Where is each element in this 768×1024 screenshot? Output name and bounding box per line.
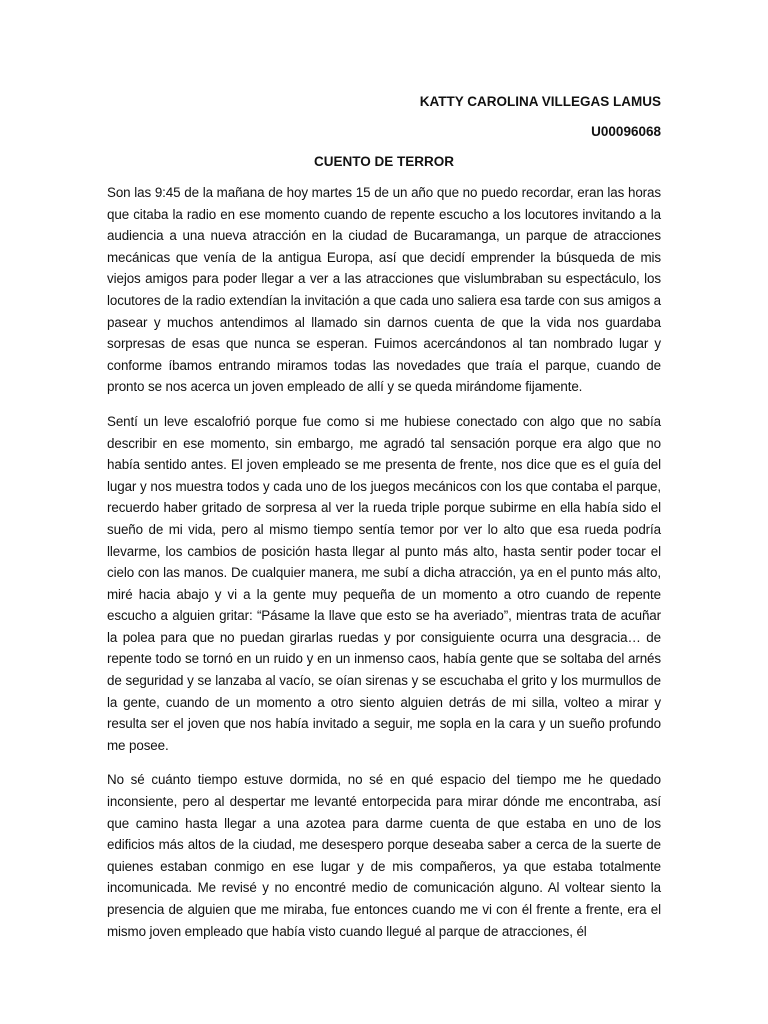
paragraph-3: No sé cuánto tiempo estuve dormida, no sé en qué espacio del tiempo me he quedado inconsiente, pero al despertar me levanté entorpecida para mirar dónde me encontraba, así que camino hasta llegar a una azotea para darme cuenta de que estaba en uno de los edificios más altos de la ciudad, me desespero porque deseaba saber a cerca de la suerte de quienes estaban conmigo en ese lugar y de mis compañeros, ya que estaba totalmente incomunicada. Me revisé y no encontré medio de comunicación alguno. Al voltear siento la presencia de alguien que me miraba, fue entonces cuando me vi con él frente a frente, era el mismo joven empleado que había visto cuando llegué al parque de atracciones, él <box>107 772 661 939</box>
paragraph-2: Sentí un leve escalofrió porque fue como si me hubiese conectado con algo que no sabía describir en ese momento, sin embargo, me agradó tal sensación porque era algo que no había sentido antes. El joven empleado se me presenta de frente, nos dice que es el guía del lugar y nos muestra todos y cada uno de los juegos mecánicos con los que contaba el parque, recuerdo haber gritado de sorpresa al ver la rueda triple porque subirme en ella había sido el sueño de mi vida, pero al mismo tiempo sentía temor por ver lo alto que esa rueda podría llevarme, los cambios de posición hasta llegar al punto más alto, hasta sentir poder tocar el cielo con las manos. De cualquier manera, me subí a dicha atracción, ya en el punto más alto, miré hacia abajo y vi a la gente muy pequeña de un momento a otro cuando de repente escucho a alguien gritar: “Pásame la llave que esto se ha averiado”, mientras trata de acuñar la polea para que no puedan girarlas ruedas y por consiguiente ocurra una desgracia… de repente todo se tornó en un ruido y en un inmenso caos, había gente que se soltaba del arnés de seguridad y se lanzaba al vacío, se oían sirenas y se escuchaba el grito y los murmullos de la gente, cuando de un momento a otro siento alguien detrás de mi silla, volteo a mirar y resulta ser el joven que nos había invitado a seguir, me sopla en la cara y un sueño profundo me posee. <box>107 413 661 753</box>
author-name: KATTY CAROLINA VILLEGAS LAMUS <box>419 94 661 109</box>
document-title: CUENTO DE TERROR <box>313 154 454 169</box>
paragraph-1: Son las 9:45 de la mañana de hoy martes 15 de un año que no puedo recordar, eran las horas que citaba la radio en ese momento cuando de repente escucho a los locutores invitando a la audiencia a una nueva atracción en la ciudad de Bucaramanga, un parque de atracciones mecánicas que venía de la antigua Europa, así que decidí emprender la búsqueda de mis viejos amigos para poder llegar a ver a las atracciones que vislumbraban su espectáculo, los locutores de la radio extendían la invitación a que cada uno saliera esa tarde con sus amigos a pasear y muchos antendimos al llamado sin darnos cuenta de que la vida nos guardaba sorpresas de esas que nunca se esperan. Fuimos acercándonos al tan nombrado lugar y conforme íbamos entrando miramos todas las novedades que traía el parque, cuando de pronto se nos acerca un joven empleado de allí y se queda mirándome fijamente. <box>107 185 662 395</box>
story-body <box>107 182 661 955</box>
student-id: U00096068 <box>591 124 661 139</box>
